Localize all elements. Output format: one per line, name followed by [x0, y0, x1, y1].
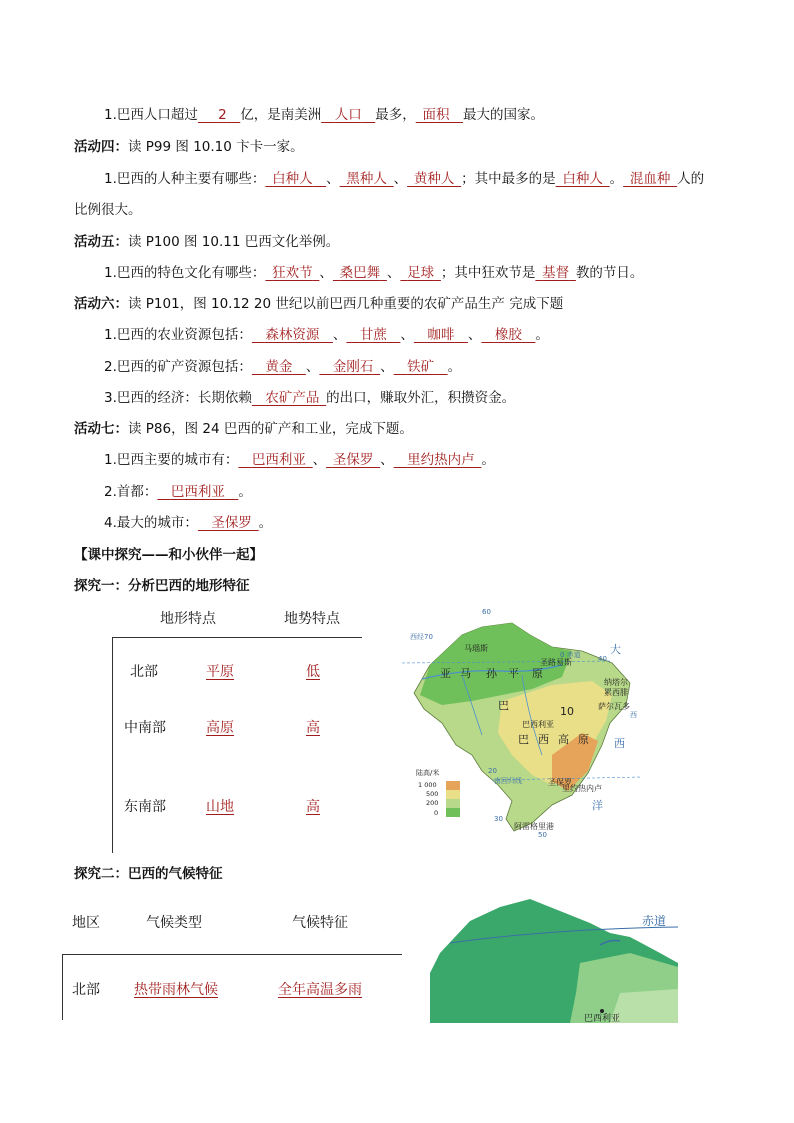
map-label: 阿雷格里港 [514, 822, 554, 831]
equator-label: 赤道 [642, 914, 667, 928]
table-rule [112, 637, 113, 853]
question-culture: 1.巴西的特色文化有哪些： 狂欢节 、 桑巴舞 、 足球 ；其中狂欢节是 基督 教的节日。 [104, 265, 644, 281]
legend-value: 200 [426, 799, 439, 807]
map-label: 萨尔瓦多 [598, 702, 630, 711]
activity-5: 活动五：读 P100 图 10.11 巴西文化举例。 [74, 234, 340, 250]
question-agriculture: 1.巴西的农业资源包括： 森林资源 、 甘蔗 、 咖啡 、 橡胶 。 [104, 327, 549, 343]
map-label: 西经70 [410, 633, 433, 641]
row-region: 北部 [130, 664, 158, 680]
map-label: 巴 [498, 699, 509, 712]
legend-title: 陆高/米 [416, 769, 440, 777]
map-label: 洋 [592, 799, 603, 812]
question-cities: 1.巴西主要的城市有： 巴西利亚 、 圣保罗 、 里约热内卢 。 [104, 452, 495, 468]
map-label: 西 [614, 737, 625, 750]
question-economy: 3.巴西的经济：长期依赖 农矿产品 的出口，赚取外汇，积攒资金。 [104, 390, 516, 406]
map-label: 大 [610, 643, 621, 656]
answer: 面积 [422, 107, 450, 123]
map-label: 西 [630, 711, 637, 719]
map-label: 巴 [518, 733, 529, 746]
activity-4: 活动四：读 P99 图 10.10 卞卡一家。 [74, 139, 304, 155]
header-relief: 地势特点 [284, 611, 340, 627]
header-climate-type: 气候类型 [146, 915, 202, 931]
table-rule [62, 954, 63, 1020]
explore1-title: 探究一：分析巴西的地形特征 [74, 578, 250, 594]
map-label: 累西腓 [604, 688, 628, 697]
map-label: 圣保罗 [548, 778, 572, 787]
row-relief: 高 [306, 799, 320, 815]
row-region: 中南部 [124, 720, 166, 736]
map-label: 10 [560, 705, 574, 718]
activity-7: 活动七：读 P86，图 24 巴西的矿产和工业，完成下题。 [74, 421, 413, 437]
question-minerals: 2.巴西的矿产资源包括： 黄金 、 金刚石 、 铁矿 。 [104, 359, 462, 375]
row-climate-feature: 全年高温多雨 [278, 982, 362, 998]
capital-label: 巴西利亚 [584, 1014, 621, 1023]
legend-value: 500 [426, 790, 439, 798]
row-terrain: 高原 [206, 720, 234, 736]
row-region: 北部 [72, 982, 100, 998]
map-label: 50 [538, 831, 547, 837]
map-label: 20 [488, 767, 497, 775]
header-region: 地区 [72, 915, 100, 931]
map-label: 0 赤道 [560, 651, 581, 659]
question-population: 1.巴西人口超过 2 亿，是南美洲 人口 最多， 面积 最大的国家。 [104, 107, 544, 123]
map-label: 原 [532, 667, 543, 680]
map-label: 里约热内卢 [562, 784, 602, 793]
brazil-climate-map [430, 893, 680, 1023]
answer: 2 [218, 107, 227, 123]
table-rule [62, 954, 402, 955]
header-climate-feature: 气候特征 [292, 915, 348, 931]
map-label: 圣路易斯 [540, 658, 572, 667]
map-label: 原 [578, 733, 589, 746]
section-heading: 【课中探究——和小伙伴一起】 [74, 547, 263, 563]
row-terrain: 平原 [206, 664, 234, 680]
map-label: 平 [508, 667, 519, 680]
question-largest-city: 4.最大的城市： 圣保罗 。 [104, 515, 273, 531]
map-label: 西 [538, 733, 549, 746]
map-label: 巴西利亚 [522, 720, 554, 729]
map-label: 60 [482, 608, 491, 616]
question-capital: 2.首都： 巴西利亚 。 [104, 484, 252, 500]
legend-value: 0 [434, 809, 439, 817]
table-rule [112, 637, 362, 638]
map-label: 30 [494, 815, 503, 823]
answer: 人口 [334, 107, 362, 123]
map-label: 马瑙斯 [464, 644, 488, 653]
header-terrain: 地形特点 [160, 611, 216, 627]
map-label: 纳塔尔 [604, 678, 628, 687]
explore2-title: 探究二：巴西的气候特征 [74, 866, 223, 882]
question-race-cont: 比例很大。 [74, 202, 142, 218]
row-relief: 高 [306, 720, 320, 736]
brazil-terrain-map [402, 605, 642, 837]
map-label: 马 [460, 667, 471, 680]
map-label: 40 [598, 655, 607, 663]
question-race: 1.巴西的人种主要有哪些： 白种人 、 黑种人 、 黄种人 ；其中最多的是 白种人 。 混血种 人的 [104, 171, 705, 187]
map-label: 亚 [440, 667, 451, 680]
legend-value: 1 000 [418, 781, 437, 789]
map-label: 孙 [486, 667, 497, 680]
map-label: 高 [558, 733, 569, 746]
activity-6: 活动六：读 P101，图 10.12 20 世纪以前巴西几种重要的农矿产品生产 完成下题 [74, 296, 564, 312]
row-terrain: 山地 [206, 799, 234, 815]
row-climate-type: 热带雨林气候 [134, 982, 218, 998]
map-label: 南回归线 [494, 777, 522, 785]
row-relief: 低 [306, 664, 320, 680]
row-region: 东南部 [124, 799, 166, 815]
